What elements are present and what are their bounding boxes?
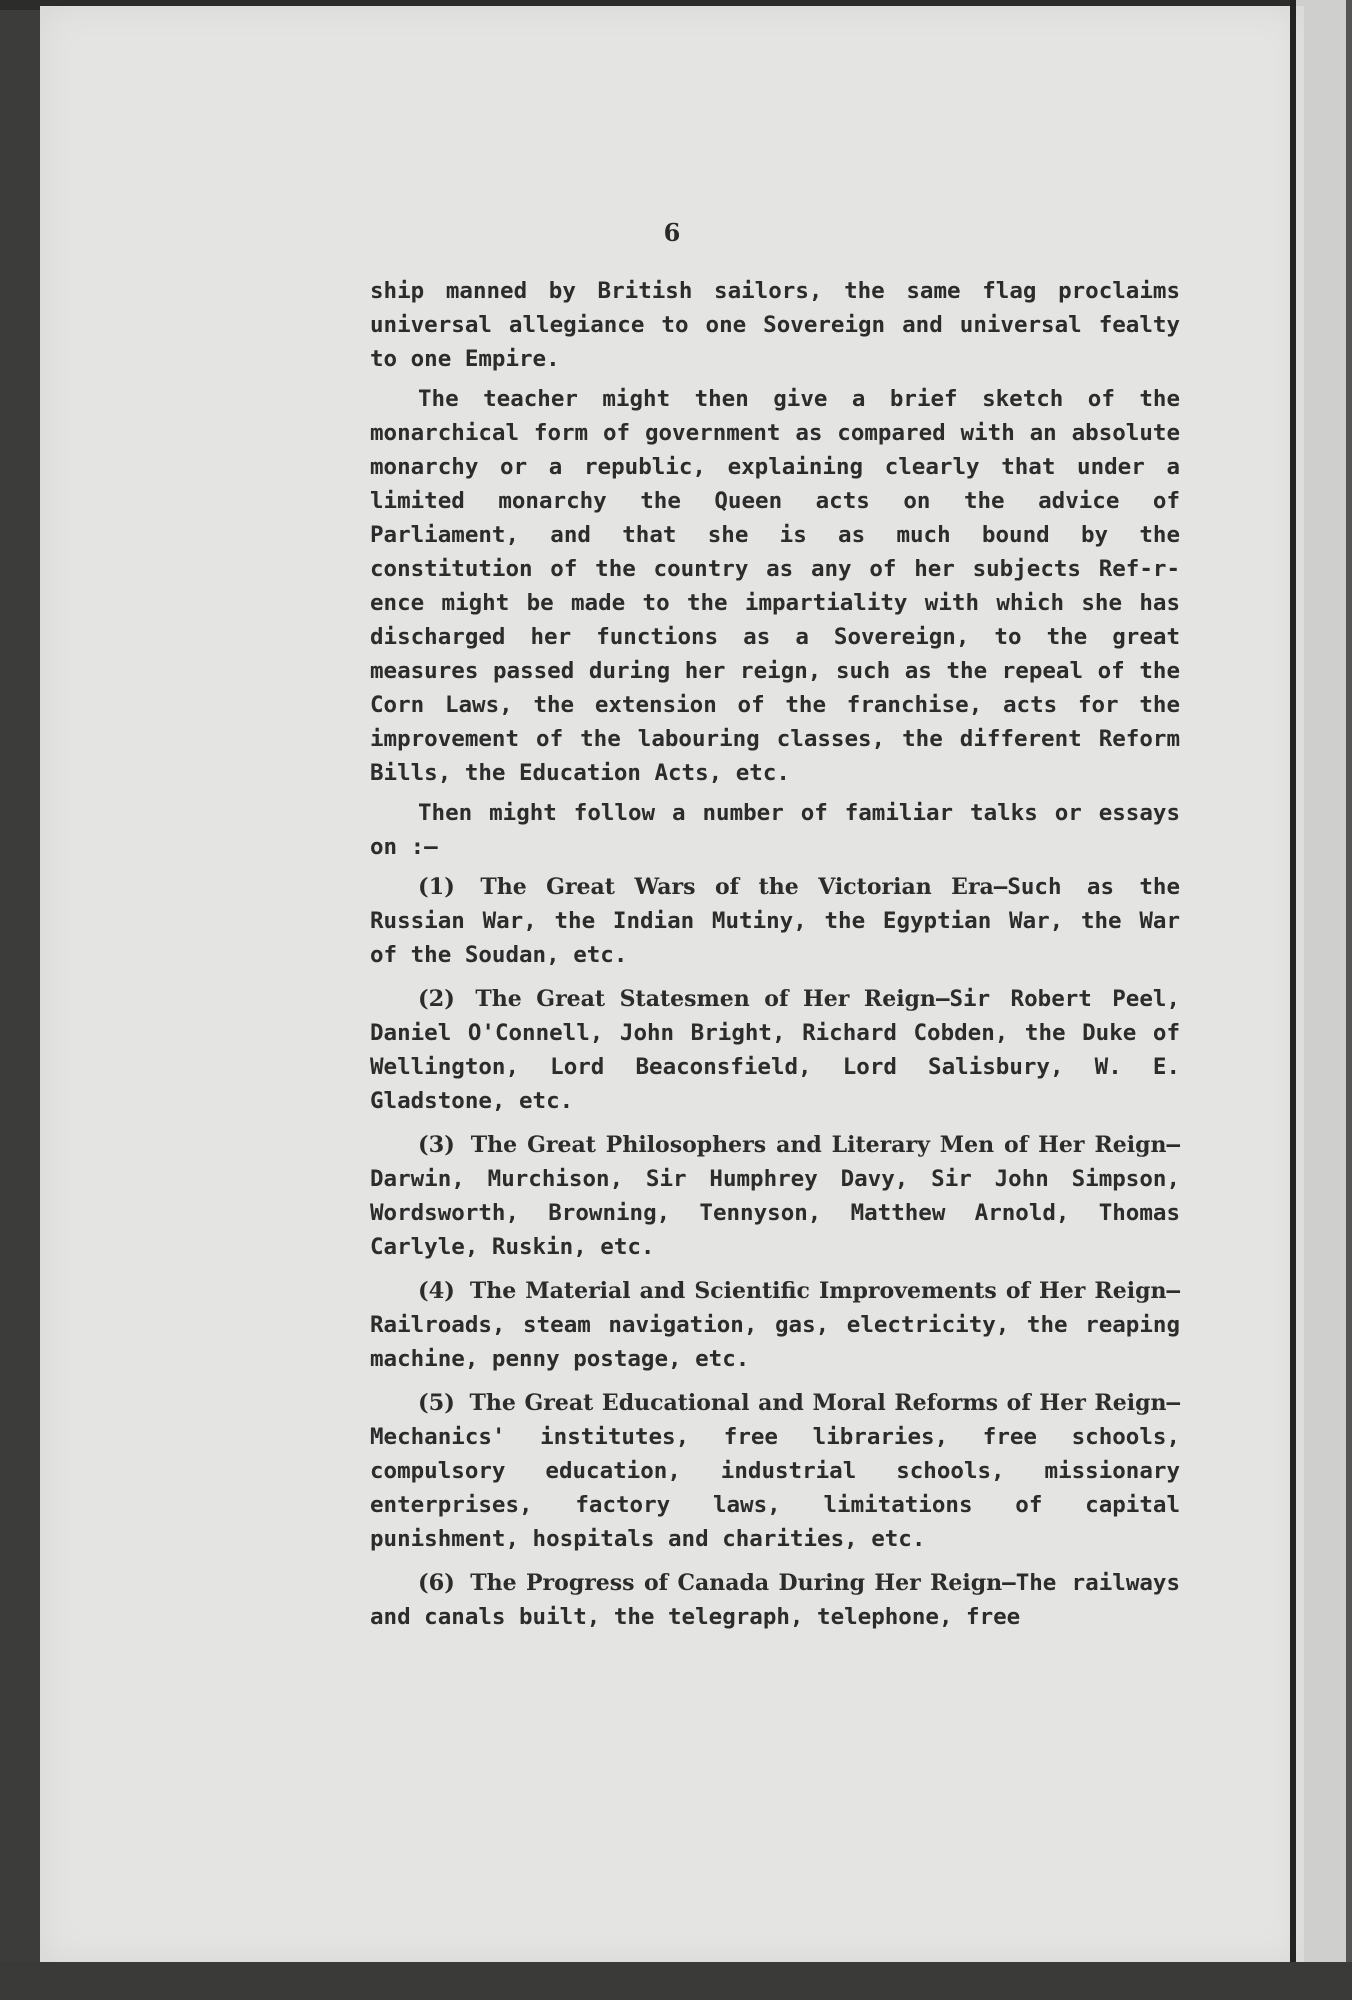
paragraph-talks-intro: Then might follow a number of familiar talks or essays on :— <box>370 800 1180 860</box>
paragraph-continuation: ship manned by British sailors, the same flag proclaims universal allegiance to one Sovereign and universal fealty to one Empire. <box>370 278 1180 372</box>
document-page <box>40 6 1304 1964</box>
item-number: (6) <box>418 1570 455 1596</box>
item-text: —Darwin, Murchison, Sir Humphrey Davy, Sir John Simpson, Wordsworth, Browning, Tennyson, Matthew Arnold, Thomas Carlyle, Ruskin, etc. <box>370 1132 1181 1260</box>
list-item <box>370 1128 1180 1264</box>
item-heading: The Great Educational and Moral Reforms of Her Reign <box>469 1390 1167 1416</box>
paragraph-monarchy: The teacher might then give a brief sketch of the monarchical form of government as compared with an absolute monarchy or a republic, explaining clearly that under a limited monarchy the Queen acts on the advice of Parliament, and that she is as much bound by the constitution of the country as any of her subjects Ref-r-ence might be made to the impartiality with which she has discharged her functions as a Sovereign, to the great measures passed during her reign, such as the repeal of the Corn Laws, the extension of the franchise, acts for the improvement of the labouring classes, the different Reform Bills, the Education Acts, etc. <box>370 386 1180 786</box>
list-item <box>370 1386 1180 1556</box>
item-number: (4) <box>418 1278 455 1304</box>
item-number: (2) <box>418 986 455 1012</box>
item-text: —Such as the Russian War, the Indian Mutiny, the Egyptian War, the War of the Soudan, etc. <box>370 874 1180 968</box>
item-text: —The railways and canals built, the telegraph, telephone, free <box>370 1570 1180 1630</box>
list-item <box>370 1566 1180 1634</box>
item-number: (5) <box>418 1390 455 1416</box>
item-text: —Mechanics' institutes, free libraries, free schools, compulsory education, industrial schools, missionary enterprises, factory laws, limitations of capital punishment, hospitals and charities, etc. <box>370 1390 1180 1552</box>
list-item <box>370 870 1180 972</box>
item-heading: The Progress of Canada During Her Reign <box>470 1570 1003 1596</box>
item-text: —Railroads, steam navigation, gas, electricity, the reaping machine, penny postage, etc. <box>370 1278 1180 1372</box>
scan-right-edge <box>1346 0 1352 2000</box>
page-number: 6 <box>663 218 681 247</box>
item-heading: The Material and Scientific Improvements of Her Reign <box>469 1278 1167 1304</box>
item-number: (3) <box>418 1132 455 1158</box>
binding-gutter <box>1290 0 1296 1970</box>
facing-page-edge <box>1296 0 1352 2000</box>
item-text: —Sir Robert Peel, Daniel O'Connell, John Bright, Richard Cobden, the Duke of Wellington, Lord Beaconsfield, Lord Salisbury, W. E. Gladstone, etc. <box>370 986 1180 1114</box>
item-heading: The Great Philosophers and Literary Men of Her Reign <box>470 1132 1167 1158</box>
list-item <box>370 982 1180 1118</box>
body-text <box>370 274 1180 1644</box>
scan-bottom-edge <box>0 1962 1352 2000</box>
item-number: (1) <box>418 874 455 900</box>
list-item <box>370 1274 1180 1376</box>
item-heading: The Great Wars of the Victorian Era <box>480 874 994 900</box>
item-heading: The Great Statesmen of Her Reign <box>475 986 936 1012</box>
